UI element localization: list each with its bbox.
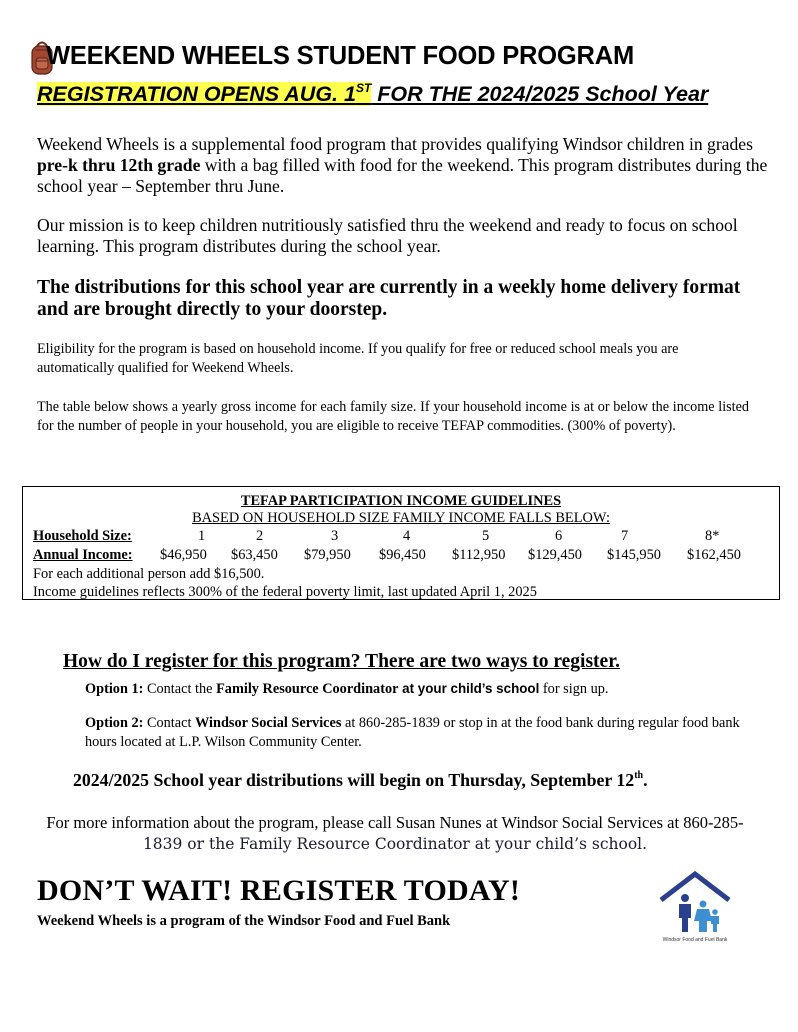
register-option-1: Option 1: Contact the Family Resource Coordinator at your child’s school for sign up. <box>85 681 609 697</box>
call-to-action: DON’T WAIT! REGISTER TODAY! <box>37 874 521 907</box>
additional-person-note: For each additional person add $16,500. <box>33 566 265 582</box>
size-cell: 2 <box>256 528 264 544</box>
table-title: TEFAP PARTICIPATION INCOME GUIDELINES <box>240 493 562 509</box>
distribution-start-notice: 2024/2025 School year distributions will begin on Thursday, September 12th. <box>73 770 648 790</box>
logo-caption: Windsor Food and Fuel Bank <box>662 937 728 943</box>
registration-banner <box>37 81 708 107</box>
income-cell: $63,450 <box>231 547 278 563</box>
eligibility-paragraph: Eligibility for the program is based on household income. If you qualify for free or reduced school meals you are automatically qualified for Weekend Wheels. <box>37 341 679 376</box>
register-heading: How do I register for this program? There are two ways to register. <box>63 651 620 672</box>
size-cell: 1 <box>198 528 206 544</box>
intro-paragraph: Weekend Wheels is a supplemental food program that provides qualifying Windsor children in grades pre-k thru 12th grade with a bag filled with food for the weekend. This program distributes during the school year – September thru June. <box>37 134 768 196</box>
house-family-icon <box>655 870 735 936</box>
registration-year: FOR THE 2024/2025 School Year <box>371 82 709 106</box>
income-cell: $112,950 <box>452 547 506 563</box>
income-cell: $129,450 <box>528 547 582 563</box>
program-sponsor: Weekend Wheels is a program of the Windsor Food and Fuel Bank <box>37 913 451 929</box>
registration-highlight: REGISTRATION OPENS AUG. 1ST <box>37 81 372 106</box>
delivery-notice: The distributions for this school year are currently in a weekly home delivery format and are brought directly to your doorstep. <box>37 277 741 320</box>
size-cell: 3 <box>331 528 339 544</box>
income-cell: $145,950 <box>607 547 661 563</box>
contact-info: For more information about the program, please call Susan Nunes at Windsor Social Services at 860-285-1839 or the Family Resource Coordinator at your child’s school. <box>46 813 744 853</box>
table-intro-paragraph: The table below shows a yearly gross income for each family size. If your household income is at or below the income listed for the number of people in your household, you are eligible to receive TEFAP commodities. (300% of poverty). <box>37 399 749 434</box>
income-cell: $162,450 <box>687 547 741 563</box>
income-cell: $96,450 <box>379 547 426 563</box>
size-cell: 8* <box>705 528 720 544</box>
size-cell: 6 <box>555 528 563 544</box>
page-title: WEEKEND WHEELS STUDENT FOOD PROGRAM <box>46 42 635 70</box>
register-option-2: Option 2: Contact Windsor Social Services at 860-285-1839 or stop in at the food bank during regular food bank hours located at L.P. Wilson Community Center. <box>85 715 740 750</box>
mission-paragraph: Our mission is to keep children nutritiously satisfied thru the weekend and ready to focus on school learning. This program distributes during the school year. <box>37 215 738 256</box>
income-cell: $79,950 <box>304 547 351 563</box>
annual-income-label: Annual Income: <box>33 547 133 563</box>
income-guidelines-table <box>22 486 780 600</box>
income-cell: $46,950 <box>160 547 207 563</box>
size-cell: 5 <box>482 528 490 544</box>
food-bank-logo <box>655 870 735 946</box>
guidelines-note: Income guidelines reflects 300% of the federal poverty limit, last updated April 1, 2025 <box>33 584 537 600</box>
table-subtitle: BASED ON HOUSEHOLD SIZE FAMILY INCOME FALLS BELOW: <box>192 510 610 526</box>
household-size-label: Household Size: <box>33 528 132 544</box>
size-cell: 4 <box>403 528 411 544</box>
size-cell: 7 <box>621 528 629 544</box>
